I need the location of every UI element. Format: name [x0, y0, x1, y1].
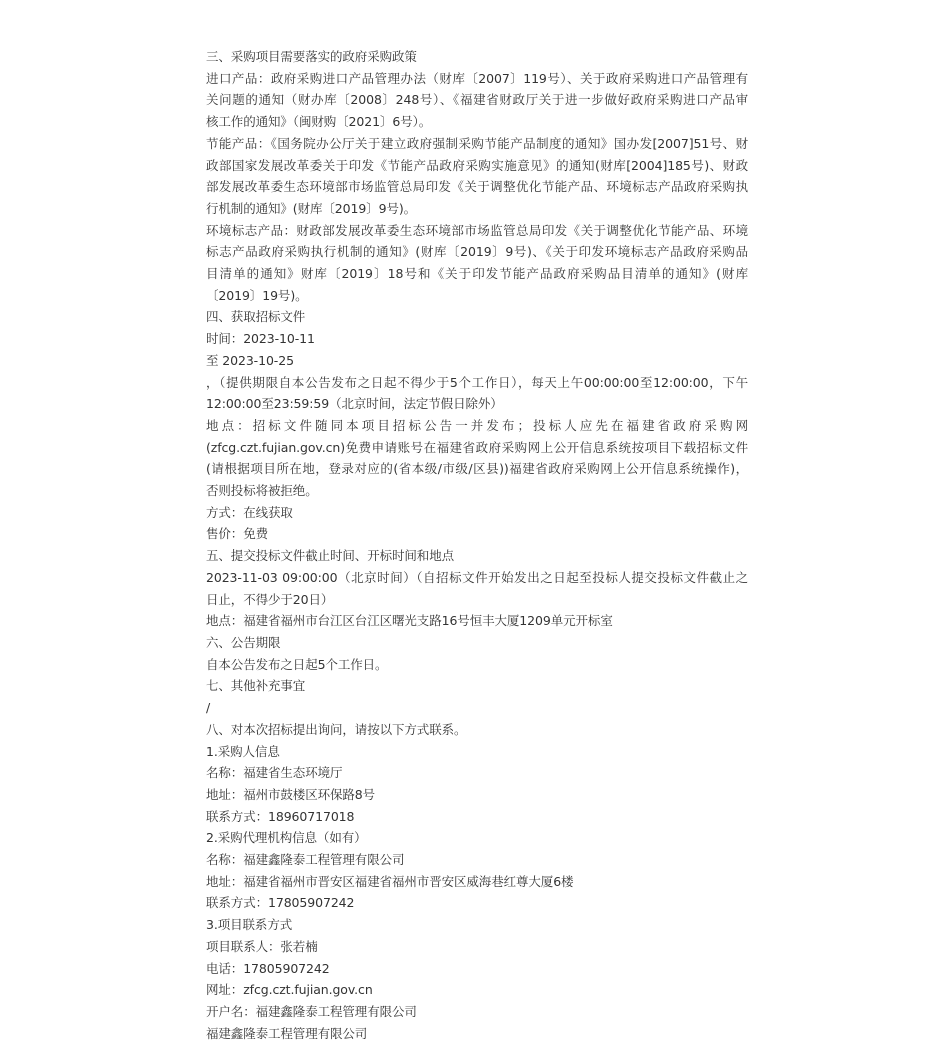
energy-products-line-4: 行机制的通知》(财库〔2019〕9号)。	[206, 200, 417, 216]
import-products-line-1: 进口产品：政府采购进口产品管理办法（财库〔2007〕119号）、关于政府采购进口产品管理有	[206, 70, 748, 86]
opening-place: 地点：福建省福州市台江区台江区曙光支路16号恒丰大厦1209单元开标室	[206, 613, 613, 629]
buyer-name: 名称：福建省生态环境厅	[206, 765, 343, 781]
section3-heading: 三、采购项目需要落实的政府采购政策	[206, 49, 417, 64]
deadline-line-1: 2023-11-03 09:00:00（北京时间）（自招标文件开始发出之日起至投标人提交投标文件截止之	[206, 569, 748, 585]
footer-company: 福建鑫隆泰工程管理有限公司	[206, 1025, 368, 1041]
buyer-contact: 联系方式：18960717018	[206, 808, 355, 824]
section7-heading: 七、其他补充事宜	[206, 678, 306, 694]
supplementary-text: /	[206, 700, 211, 716]
obtain-place-line-3: (请根据项目所在地，登录对应的(省本级/市级/区县))福建省政府采购网上公开信息系统操作)，	[206, 461, 748, 477]
import-products-line-2: 关问题的通知（财办库〔2008〕248号）、《福建省财政厅关于进一步做好政府采购进口产品审	[206, 92, 748, 108]
obtain-period-line-2: 12:00:00至23:59:59（北京时间，法定节假日除外）	[206, 396, 503, 412]
obtain-time-end: 至 2023-10-25	[206, 352, 294, 368]
agency-heading: 2.采购代理机构信息（如有）	[206, 830, 367, 846]
section4-heading: 四、获取招标文件	[206, 309, 306, 325]
energy-products-line-1: 节能产品：《国务院办公厅关于建立政府强制采购节能产品制度的通知》国办发[2007]51号、财	[206, 135, 748, 151]
account-name: 开户名：福建鑫隆泰工程管理有限公司	[206, 1003, 417, 1019]
section5-heading: 五、提交投标文件截止时间、开标时间和地点	[206, 548, 455, 564]
env-label-products-line-4: 〔2019〕19号)。	[206, 287, 308, 303]
project-contact-person: 项目联系人：张若楠	[206, 938, 318, 954]
obtain-price: 售价：免费	[206, 526, 269, 542]
env-label-products-line-2: 标志产品政府采购执行机制的通知》(财库〔2019〕9号)、《关于印发环境标志产品政府采购品	[206, 244, 748, 260]
project-phone: 电话：17805907242	[206, 960, 330, 976]
agency-contact: 联系方式：17805907242	[206, 895, 355, 911]
section6-heading: 六、公告期限	[206, 634, 281, 650]
section8-heading: 八、对本次招标提出询问，请按以下方式联系。	[206, 721, 467, 737]
deadline-line-2: 日止，不得少于20日）	[206, 591, 334, 607]
env-label-products-line-1: 环境标志产品：财政部发展改革委生态环境部市场监管总局印发《关于调整优化节能产品、环境	[206, 222, 748, 238]
obtain-period-line-1: ，（提供期限自本公告发布之日起不得少于5个工作日），每天上午00:00:00至12:00:00，下午	[206, 374, 748, 390]
obtain-place-line-1: 地点：招标文件随同本项目招标公告一并发布；投标人应先在福建省政府采购网	[206, 417, 748, 433]
energy-products-line-3: 部发展改革委生态环境部市场监管总局印发《关于调整优化节能产品、环境标志产品政府采购执	[206, 179, 748, 195]
import-products-line-3: 核工作的通知》（闽财购〔2021〕6号）。	[206, 114, 432, 130]
project-contact-heading: 3.项目联系方式	[206, 917, 293, 933]
project-website: 网址：zfcg.czt.fujian.gov.cn	[206, 982, 373, 998]
obtain-place-line-2: (zfcg.czt.fujian.gov.cn)免费申请账号在福建省政府采购网上公开信息系统按项目下载招标文件	[206, 439, 748, 455]
agency-name: 名称：福建鑫隆泰工程管理有限公司	[206, 852, 405, 868]
env-label-products-line-3: 目清单的通知》财库〔2019〕18号和《关于印发节能产品政府采购品目清单的通知》(财库	[206, 266, 748, 282]
buyer-address: 地址：福州市鼓楼区环保路8号	[206, 786, 376, 802]
notice-period: 自本公告发布之日起5个工作日。	[206, 656, 388, 672]
obtain-time: 时间：2023-10-11	[206, 331, 315, 347]
obtain-place-line-4: 否则投标将被拒绝。	[206, 483, 318, 499]
announcement-document	[206, 46, 748, 1044]
energy-products-line-2: 政部国家发展改革委关于印发《节能产品政府采购实施意见》的通知(财库[2004]185号)、财政	[206, 157, 748, 173]
buyer-heading: 1.采购人信息	[206, 743, 280, 759]
obtain-method: 方式：在线获取	[206, 504, 293, 520]
agency-address: 地址：福建省福州市晋安区福建省福州市晋安区威海巷红尊大厦6楼	[206, 873, 574, 889]
